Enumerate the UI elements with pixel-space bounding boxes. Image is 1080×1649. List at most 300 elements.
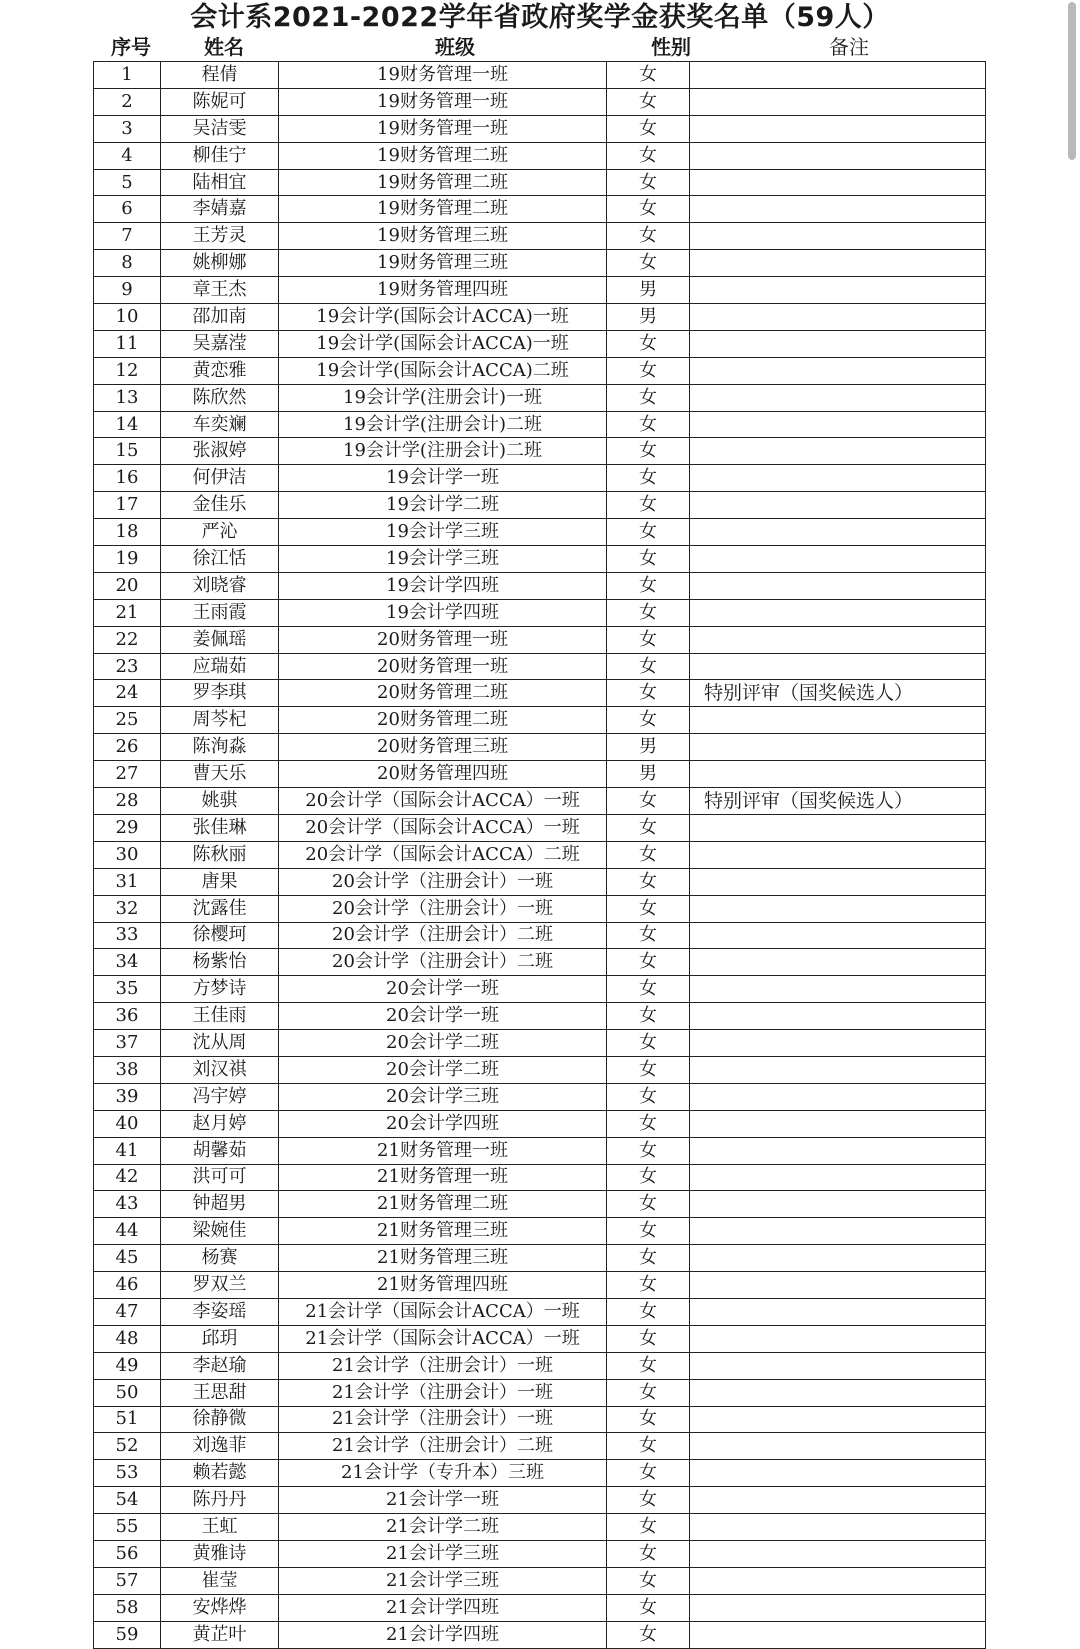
cell-seq: 44 xyxy=(94,1218,161,1245)
cell-name: 何伊洁 xyxy=(161,465,279,492)
table-row xyxy=(94,1379,986,1406)
cell-name: 刘晓睿 xyxy=(161,572,279,599)
cell-class: 19财务管理一班 xyxy=(279,115,607,142)
cell-class: 20会计学（国际会计ACCA）一班 xyxy=(279,814,607,841)
table-row xyxy=(94,572,986,599)
cell-gender: 女 xyxy=(607,1003,690,1030)
cell-class: 20会计学一班 xyxy=(279,1003,607,1030)
cell-name: 严沁 xyxy=(161,519,279,546)
table-row xyxy=(94,1487,986,1514)
cell-name: 徐静微 xyxy=(161,1406,279,1433)
cell-seq: 5 xyxy=(94,169,161,196)
cell-note xyxy=(690,1137,986,1164)
cell-gender: 女 xyxy=(607,680,690,707)
cell-note xyxy=(690,841,986,868)
cell-name: 吴洁雯 xyxy=(161,115,279,142)
cell-seq: 31 xyxy=(94,868,161,895)
cell-seq: 37 xyxy=(94,1030,161,1057)
cell-note xyxy=(690,1433,986,1460)
cell-note xyxy=(690,62,986,89)
cell-class: 21会计学（注册会计）一班 xyxy=(279,1406,607,1433)
cell-name: 应瑞茹 xyxy=(161,653,279,680)
cell-class: 21会计学（专升本）三班 xyxy=(279,1460,607,1487)
table-row xyxy=(94,492,986,519)
cell-note xyxy=(690,357,986,384)
cell-name: 黄雅诗 xyxy=(161,1540,279,1567)
cell-name: 柳佳宁 xyxy=(161,142,279,169)
cell-seq: 11 xyxy=(94,330,161,357)
cell-seq: 58 xyxy=(94,1594,161,1621)
cell-gender: 女 xyxy=(607,438,690,465)
cell-gender: 女 xyxy=(607,1487,690,1514)
cell-gender: 女 xyxy=(607,841,690,868)
cell-name: 张淑婷 xyxy=(161,438,279,465)
table-row xyxy=(94,88,986,115)
table-row xyxy=(94,1245,986,1272)
table-row xyxy=(94,1164,986,1191)
cell-class: 20会计学（注册会计）一班 xyxy=(279,868,607,895)
table-row xyxy=(94,868,986,895)
table-row xyxy=(94,465,986,492)
cell-name: 陈洵淼 xyxy=(161,734,279,761)
cell-name: 陈妮可 xyxy=(161,88,279,115)
cell-name: 车奕斓 xyxy=(161,411,279,438)
cell-class: 20会计学二班 xyxy=(279,1030,607,1057)
cell-class: 19会计学(国际会计ACCA)一班 xyxy=(279,304,607,331)
cell-name: 王雨霞 xyxy=(161,599,279,626)
table-row xyxy=(94,1433,986,1460)
cell-class: 21会计学（国际会计ACCA）一班 xyxy=(279,1325,607,1352)
table-row xyxy=(94,976,986,1003)
cell-class: 21会计学（注册会计）一班 xyxy=(279,1352,607,1379)
cell-gender: 女 xyxy=(607,814,690,841)
cell-note xyxy=(690,653,986,680)
header-name: 姓名 xyxy=(204,35,244,59)
table-row xyxy=(94,546,986,573)
table-row xyxy=(94,626,986,653)
cell-note xyxy=(690,707,986,734)
cell-seq: 54 xyxy=(94,1487,161,1514)
page-title: 会计系2021-2022学年省政府奖学金获奖名单（59人） xyxy=(190,2,890,33)
cell-seq: 53 xyxy=(94,1460,161,1487)
cell-gender: 女 xyxy=(607,384,690,411)
table-row xyxy=(94,599,986,626)
cell-seq: 25 xyxy=(94,707,161,734)
cell-name: 杨紫怡 xyxy=(161,949,279,976)
cell-gender: 女 xyxy=(607,1137,690,1164)
cell-class: 19会计学三班 xyxy=(279,546,607,573)
cell-gender: 女 xyxy=(607,88,690,115)
table-row xyxy=(94,1030,986,1057)
cell-name: 冯宇婷 xyxy=(161,1083,279,1110)
cell-note xyxy=(690,1272,986,1299)
cell-note xyxy=(690,115,986,142)
cell-seq: 50 xyxy=(94,1379,161,1406)
table-row xyxy=(94,1352,986,1379)
cell-gender: 女 xyxy=(607,1110,690,1137)
table-row xyxy=(94,357,986,384)
cell-name: 黄恋雅 xyxy=(161,357,279,384)
cell-name: 胡馨茹 xyxy=(161,1137,279,1164)
cell-class: 19财务管理二班 xyxy=(279,142,607,169)
cell-gender: 女 xyxy=(607,115,690,142)
cell-seq: 14 xyxy=(94,411,161,438)
table-row xyxy=(94,949,986,976)
cell-note xyxy=(690,250,986,277)
cell-seq: 15 xyxy=(94,438,161,465)
cell-class: 20财务管理四班 xyxy=(279,761,607,788)
cell-class: 21会计学二班 xyxy=(279,1514,607,1541)
cell-seq: 49 xyxy=(94,1352,161,1379)
table-row xyxy=(94,1110,986,1137)
cell-seq: 57 xyxy=(94,1567,161,1594)
table-row xyxy=(94,1298,986,1325)
cell-seq: 3 xyxy=(94,115,161,142)
cell-name: 徐江恬 xyxy=(161,546,279,573)
cell-note xyxy=(690,492,986,519)
header-class: 班级 xyxy=(435,35,475,59)
cell-note xyxy=(690,1567,986,1594)
cell-class: 20会计学（国际会计ACCA）一班 xyxy=(279,788,607,815)
cell-note xyxy=(690,814,986,841)
cell-gender: 女 xyxy=(607,1245,690,1272)
cell-seq: 19 xyxy=(94,546,161,573)
table-row xyxy=(94,169,986,196)
cell-class: 21会计学（注册会计）一班 xyxy=(279,1379,607,1406)
table-row xyxy=(94,1406,986,1433)
table-row xyxy=(94,277,986,304)
cell-class: 21财务管理二班 xyxy=(279,1191,607,1218)
cell-class: 21财务管理三班 xyxy=(279,1245,607,1272)
cell-class: 19会计学(国际会计ACCA)二班 xyxy=(279,357,607,384)
cell-gender: 女 xyxy=(607,1272,690,1299)
cell-note xyxy=(690,1352,986,1379)
cell-note xyxy=(690,1191,986,1218)
table-row xyxy=(94,1056,986,1083)
cell-seq: 47 xyxy=(94,1298,161,1325)
cell-seq: 23 xyxy=(94,653,161,680)
cell-name: 杨赛 xyxy=(161,1245,279,1272)
cell-gender: 女 xyxy=(607,788,690,815)
table-row xyxy=(94,1083,986,1110)
cell-name: 黄芷叶 xyxy=(161,1621,279,1648)
cell-seq: 22 xyxy=(94,626,161,653)
cell-name: 姜佩瑶 xyxy=(161,626,279,653)
table-row xyxy=(94,1137,986,1164)
table-row xyxy=(94,384,986,411)
table-row xyxy=(94,1325,986,1352)
table-row xyxy=(94,196,986,223)
cell-note xyxy=(690,1056,986,1083)
table-row xyxy=(94,1218,986,1245)
table-row xyxy=(94,1567,986,1594)
cell-class: 21会计学三班 xyxy=(279,1540,607,1567)
table-row xyxy=(94,519,986,546)
cell-seq: 34 xyxy=(94,949,161,976)
cell-seq: 2 xyxy=(94,88,161,115)
cell-gender: 女 xyxy=(607,976,690,1003)
cell-note xyxy=(690,142,986,169)
cell-gender: 女 xyxy=(607,1056,690,1083)
cell-gender: 女 xyxy=(607,1164,690,1191)
cell-name: 王思甜 xyxy=(161,1379,279,1406)
cell-note xyxy=(690,519,986,546)
cell-class: 19会计学(注册会计)二班 xyxy=(279,411,607,438)
cell-name: 邵加南 xyxy=(161,304,279,331)
cell-gender: 女 xyxy=(607,572,690,599)
cell-name: 唐果 xyxy=(161,868,279,895)
cell-name: 罗李琪 xyxy=(161,680,279,707)
cell-gender: 女 xyxy=(607,546,690,573)
table-row xyxy=(94,895,986,922)
cell-gender: 女 xyxy=(607,330,690,357)
cell-seq: 29 xyxy=(94,814,161,841)
cell-gender: 女 xyxy=(607,1433,690,1460)
cell-name: 钟超男 xyxy=(161,1191,279,1218)
cell-note xyxy=(690,1325,986,1352)
cell-name: 李婧嘉 xyxy=(161,196,279,223)
cell-gender: 女 xyxy=(607,519,690,546)
cell-note xyxy=(690,922,986,949)
cell-seq: 52 xyxy=(94,1433,161,1460)
cell-class: 21会计学（注册会计）二班 xyxy=(279,1433,607,1460)
cell-seq: 4 xyxy=(94,142,161,169)
cell-class: 19财务管理三班 xyxy=(279,250,607,277)
cell-seq: 59 xyxy=(94,1621,161,1648)
cell-class: 20会计学二班 xyxy=(279,1056,607,1083)
cell-gender: 女 xyxy=(607,1567,690,1594)
cell-note xyxy=(690,572,986,599)
table-row xyxy=(94,680,986,707)
cell-note xyxy=(690,438,986,465)
cell-gender: 女 xyxy=(607,1621,690,1648)
cell-seq: 6 xyxy=(94,196,161,223)
header-seq: 序号 xyxy=(111,35,151,59)
cell-seq: 24 xyxy=(94,680,161,707)
cell-name: 徐樱珂 xyxy=(161,922,279,949)
cell-seq: 45 xyxy=(94,1245,161,1272)
header-note: 备注 xyxy=(829,35,869,59)
table-row xyxy=(94,707,986,734)
cell-class: 19财务管理四班 xyxy=(279,277,607,304)
cell-class: 19财务管理二班 xyxy=(279,169,607,196)
scrollbar-thumb[interactable] xyxy=(1068,2,1076,160)
cell-seq: 7 xyxy=(94,223,161,250)
cell-gender: 女 xyxy=(607,223,690,250)
cell-note xyxy=(690,1298,986,1325)
cell-seq: 9 xyxy=(94,277,161,304)
cell-gender: 男 xyxy=(607,304,690,331)
cell-note xyxy=(690,949,986,976)
cell-name: 金佳乐 xyxy=(161,492,279,519)
cell-seq: 27 xyxy=(94,761,161,788)
cell-class: 19财务管理二班 xyxy=(279,196,607,223)
cell-note xyxy=(690,277,986,304)
table-row xyxy=(94,841,986,868)
cell-seq: 26 xyxy=(94,734,161,761)
cell-note xyxy=(690,1621,986,1648)
cell-gender: 女 xyxy=(607,1540,690,1567)
cell-name: 安烨烨 xyxy=(161,1594,279,1621)
table-row xyxy=(94,250,986,277)
cell-class: 21财务管理三班 xyxy=(279,1218,607,1245)
table-row xyxy=(94,922,986,949)
table-row xyxy=(94,330,986,357)
cell-gender: 女 xyxy=(607,465,690,492)
cell-note xyxy=(690,330,986,357)
cell-class: 20会计学（国际会计ACCA）二班 xyxy=(279,841,607,868)
cell-class: 21会计学四班 xyxy=(279,1594,607,1621)
cell-name: 王佳雨 xyxy=(161,1003,279,1030)
cell-gender: 女 xyxy=(607,922,690,949)
table-row xyxy=(94,761,986,788)
table-row xyxy=(94,734,986,761)
cell-class: 19会计学四班 xyxy=(279,572,607,599)
cell-note xyxy=(690,1540,986,1567)
cell-gender: 女 xyxy=(607,169,690,196)
cell-seq: 18 xyxy=(94,519,161,546)
cell-note xyxy=(690,761,986,788)
cell-class: 20会计学四班 xyxy=(279,1110,607,1137)
cell-note xyxy=(690,1218,986,1245)
cell-class: 20财务管理一班 xyxy=(279,626,607,653)
cell-note xyxy=(690,976,986,1003)
cell-class: 19会计学三班 xyxy=(279,519,607,546)
cell-note xyxy=(690,88,986,115)
cell-note xyxy=(690,1406,986,1433)
cell-seq: 10 xyxy=(94,304,161,331)
cell-gender: 女 xyxy=(607,1083,690,1110)
cell-note xyxy=(690,868,986,895)
cell-gender: 女 xyxy=(607,1325,690,1352)
cell-gender: 女 xyxy=(607,1460,690,1487)
table-row xyxy=(94,438,986,465)
cell-note xyxy=(690,1460,986,1487)
cell-note xyxy=(690,465,986,492)
cell-seq: 38 xyxy=(94,1056,161,1083)
cell-gender: 女 xyxy=(607,142,690,169)
cell-class: 20会计学三班 xyxy=(279,1083,607,1110)
cell-gender: 女 xyxy=(607,599,690,626)
table-row xyxy=(94,142,986,169)
cell-name: 洪可可 xyxy=(161,1164,279,1191)
cell-name: 沈从周 xyxy=(161,1030,279,1057)
cell-seq: 46 xyxy=(94,1272,161,1299)
cell-note xyxy=(690,1245,986,1272)
cell-gender: 女 xyxy=(607,411,690,438)
cell-note xyxy=(690,169,986,196)
cell-seq: 13 xyxy=(94,384,161,411)
table-row xyxy=(94,1003,986,1030)
cell-seq: 21 xyxy=(94,599,161,626)
cell-seq: 30 xyxy=(94,841,161,868)
cell-gender: 女 xyxy=(607,1298,690,1325)
cell-seq: 20 xyxy=(94,572,161,599)
cell-seq: 36 xyxy=(94,1003,161,1030)
cell-name: 陈丹丹 xyxy=(161,1487,279,1514)
cell-gender: 女 xyxy=(607,895,690,922)
table-row xyxy=(94,1594,986,1621)
cell-class: 21财务管理四班 xyxy=(279,1272,607,1299)
cell-name: 陆相宜 xyxy=(161,169,279,196)
cell-seq: 43 xyxy=(94,1191,161,1218)
cell-name: 周芩杞 xyxy=(161,707,279,734)
cell-gender: 女 xyxy=(607,1030,690,1057)
cell-seq: 48 xyxy=(94,1325,161,1352)
cell-class: 19会计学(国际会计ACCA)一班 xyxy=(279,330,607,357)
table-row xyxy=(94,1460,986,1487)
cell-gender: 男 xyxy=(607,761,690,788)
cell-gender: 女 xyxy=(607,707,690,734)
cell-seq: 12 xyxy=(94,357,161,384)
cell-class: 20财务管理一班 xyxy=(279,653,607,680)
cell-class: 21会计学三班 xyxy=(279,1567,607,1594)
award-table xyxy=(93,61,986,1649)
table-row xyxy=(94,304,986,331)
cell-class: 19会计学一班 xyxy=(279,465,607,492)
cell-gender: 女 xyxy=(607,196,690,223)
cell-seq: 33 xyxy=(94,922,161,949)
cell-class: 19会计学二班 xyxy=(279,492,607,519)
cell-name: 梁婉佳 xyxy=(161,1218,279,1245)
cell-name: 刘逸菲 xyxy=(161,1433,279,1460)
cell-class: 19会计学(注册会计)一班 xyxy=(279,384,607,411)
cell-note xyxy=(690,1110,986,1137)
cell-seq: 40 xyxy=(94,1110,161,1137)
cell-seq: 51 xyxy=(94,1406,161,1433)
cell-name: 赖若懿 xyxy=(161,1460,279,1487)
cell-note xyxy=(690,384,986,411)
table-row xyxy=(94,814,986,841)
cell-class: 21会计学（国际会计ACCA）一班 xyxy=(279,1298,607,1325)
table-row xyxy=(94,1272,986,1299)
cell-name: 赵月婷 xyxy=(161,1110,279,1137)
cell-class: 19财务管理一班 xyxy=(279,62,607,89)
cell-class: 21会计学四班 xyxy=(279,1621,607,1648)
cell-class: 20会计学（注册会计）二班 xyxy=(279,949,607,976)
cell-class: 20会计学一班 xyxy=(279,976,607,1003)
cell-seq: 28 xyxy=(94,788,161,815)
cell-class: 20会计学（注册会计）二班 xyxy=(279,922,607,949)
cell-seq: 1 xyxy=(94,62,161,89)
table-row xyxy=(94,62,986,89)
table-row xyxy=(94,653,986,680)
cell-name: 李赵瑜 xyxy=(161,1352,279,1379)
cell-name: 姚柳娜 xyxy=(161,250,279,277)
cell-note xyxy=(690,1003,986,1030)
cell-gender: 男 xyxy=(607,734,690,761)
cell-note xyxy=(690,223,986,250)
table-row xyxy=(94,411,986,438)
cell-seq: 56 xyxy=(94,1540,161,1567)
cell-name: 沈露佳 xyxy=(161,895,279,922)
cell-gender: 女 xyxy=(607,949,690,976)
cell-note xyxy=(690,1514,986,1541)
cell-gender: 女 xyxy=(607,357,690,384)
cell-name: 李姿瑶 xyxy=(161,1298,279,1325)
table-row xyxy=(94,1514,986,1541)
cell-gender: 女 xyxy=(607,492,690,519)
cell-seq: 17 xyxy=(94,492,161,519)
cell-name: 曹天乐 xyxy=(161,761,279,788)
cell-note xyxy=(690,895,986,922)
table-row xyxy=(94,1191,986,1218)
cell-note xyxy=(690,734,986,761)
cell-gender: 女 xyxy=(607,653,690,680)
cell-note xyxy=(690,626,986,653)
cell-name: 程倩 xyxy=(161,62,279,89)
cell-class: 21会计学一班 xyxy=(279,1487,607,1514)
